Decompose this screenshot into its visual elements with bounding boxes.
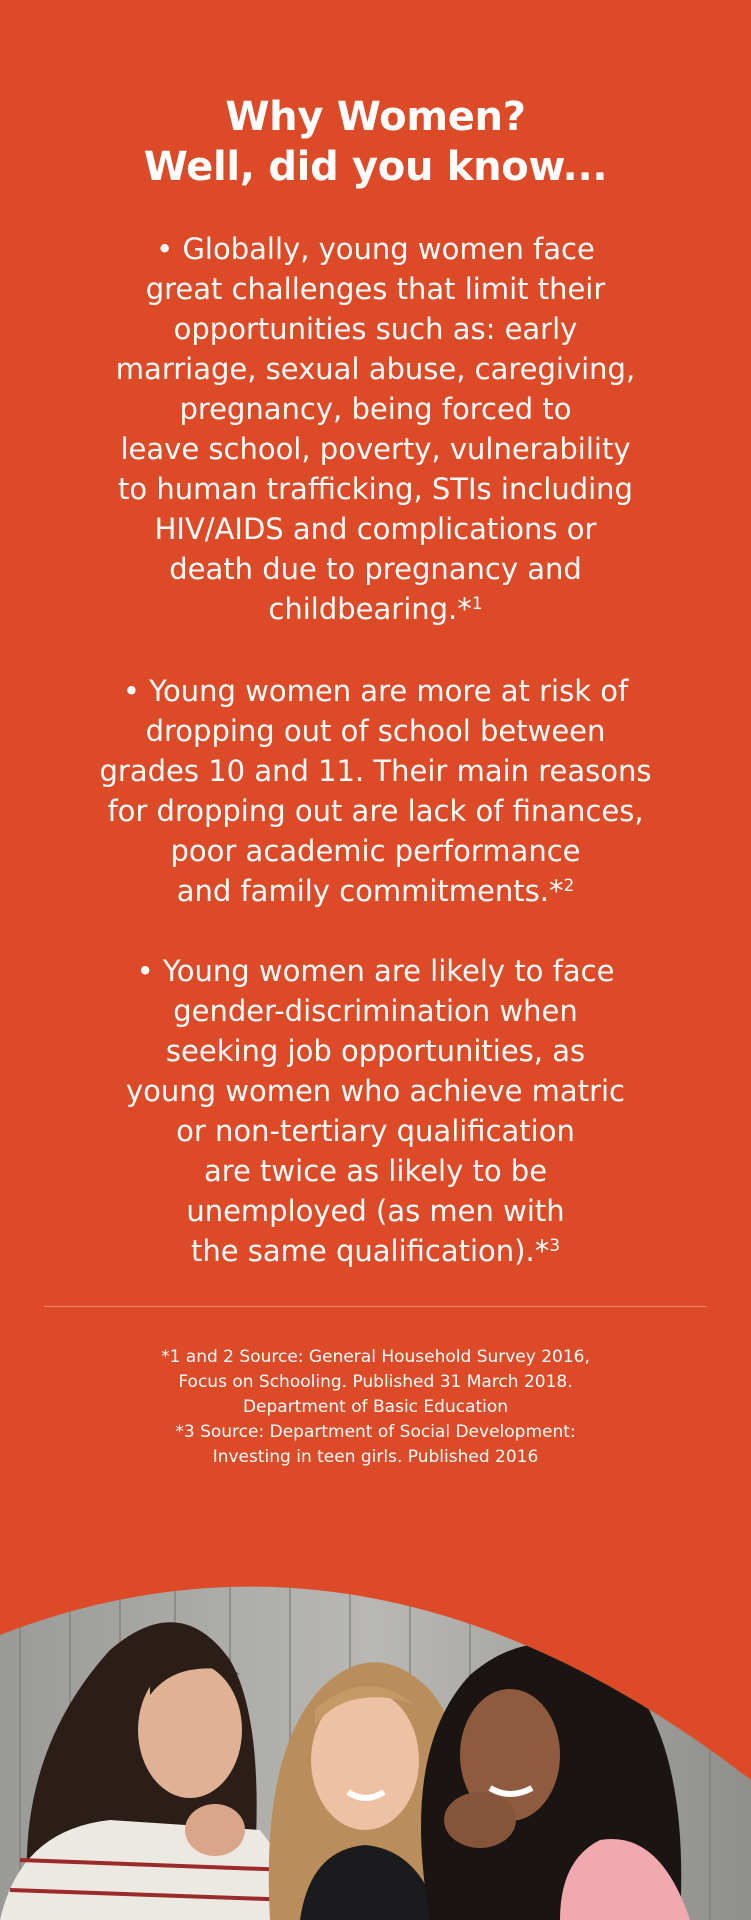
- bullet-2-line-text: and family commitments.*: [176, 874, 564, 908]
- bullet-point-3: [60, 951, 691, 1271]
- bullet-2-last-line: [60, 871, 691, 911]
- bullet-1-last-line: [60, 589, 691, 629]
- three-smiling-women-photo: [0, 1500, 751, 1920]
- footnote-line: Investing in teen girls. Published 2016: [212, 1447, 539, 1467]
- bullet-3-line: • Young women are likely to face: [136, 954, 615, 988]
- bullet-3-line: gender-discrimination when: [173, 994, 578, 1028]
- bullet-3-last-line: [60, 1231, 691, 1271]
- bullet-1-line: marriage, sexual abuse, caregiving,: [115, 352, 636, 386]
- bullet-1-line-text: childbearing.*: [268, 592, 472, 626]
- footnotes: [80, 1345, 671, 1470]
- bullet-point-2: [60, 671, 691, 911]
- bullet-2-line: grades 10 and 11. Their main reasons: [99, 754, 652, 788]
- bullet-3-line: young women who achieve matric: [125, 1074, 626, 1108]
- bullet-1-line: death due to pregnancy and: [169, 552, 582, 586]
- bullet-1-line: HIV/AIDS and complications or: [154, 512, 597, 546]
- divider: [44, 1306, 707, 1307]
- bullet-point-1: [60, 229, 691, 629]
- footnote-line: Department of Basic Education: [242, 1397, 509, 1417]
- bullet-2-line: dropping out of school between: [145, 714, 606, 748]
- heading-line-1: Why Women?: [225, 94, 526, 140]
- bullet-2-line: for dropping out are lack of finances,: [107, 794, 644, 828]
- photo-illustration: [0, 1500, 751, 1920]
- footnote-marker-2: 2: [563, 876, 575, 896]
- footnote-marker-1: 1: [471, 594, 483, 614]
- bullet-3-line: seeking job opportunities, as: [165, 1034, 586, 1068]
- footnote-line: *1 and 2 Source: General Household Survey 2016,: [161, 1347, 590, 1367]
- bullet-1-line: • Globally, young women face: [156, 232, 595, 266]
- bullet-1-line: opportunities such as: early: [173, 312, 578, 346]
- bullet-1-line: leave school, poverty, vulnerability: [120, 432, 631, 466]
- bullet-2-line: • Young women are more at risk of: [122, 674, 629, 708]
- bullet-1-line: pregnancy, being forced to: [179, 392, 572, 426]
- bullet-1-line: to human trafficking, STIs including: [118, 472, 633, 506]
- heading: [0, 92, 751, 192]
- footnote-marker-3: 3: [549, 1236, 561, 1256]
- bullet-3-line-text: the same qualification).*: [190, 1234, 550, 1268]
- heading-line-2: Well, did you know...: [143, 144, 608, 190]
- bullet-1-line: great challenges that limit their: [145, 272, 606, 306]
- bullet-3-line: are twice as likely to be: [203, 1154, 548, 1188]
- bullet-3-line: unemployed (as men with: [186, 1194, 565, 1228]
- footnote-line: Focus on Schooling. Published 31 March 2018.: [178, 1372, 573, 1392]
- footnote-line: *3 Source: Department of Social Development:: [175, 1422, 576, 1442]
- bullet-2-line: poor academic performance: [170, 834, 581, 868]
- bullet-3-line: or non-tertiary qualification: [176, 1114, 575, 1148]
